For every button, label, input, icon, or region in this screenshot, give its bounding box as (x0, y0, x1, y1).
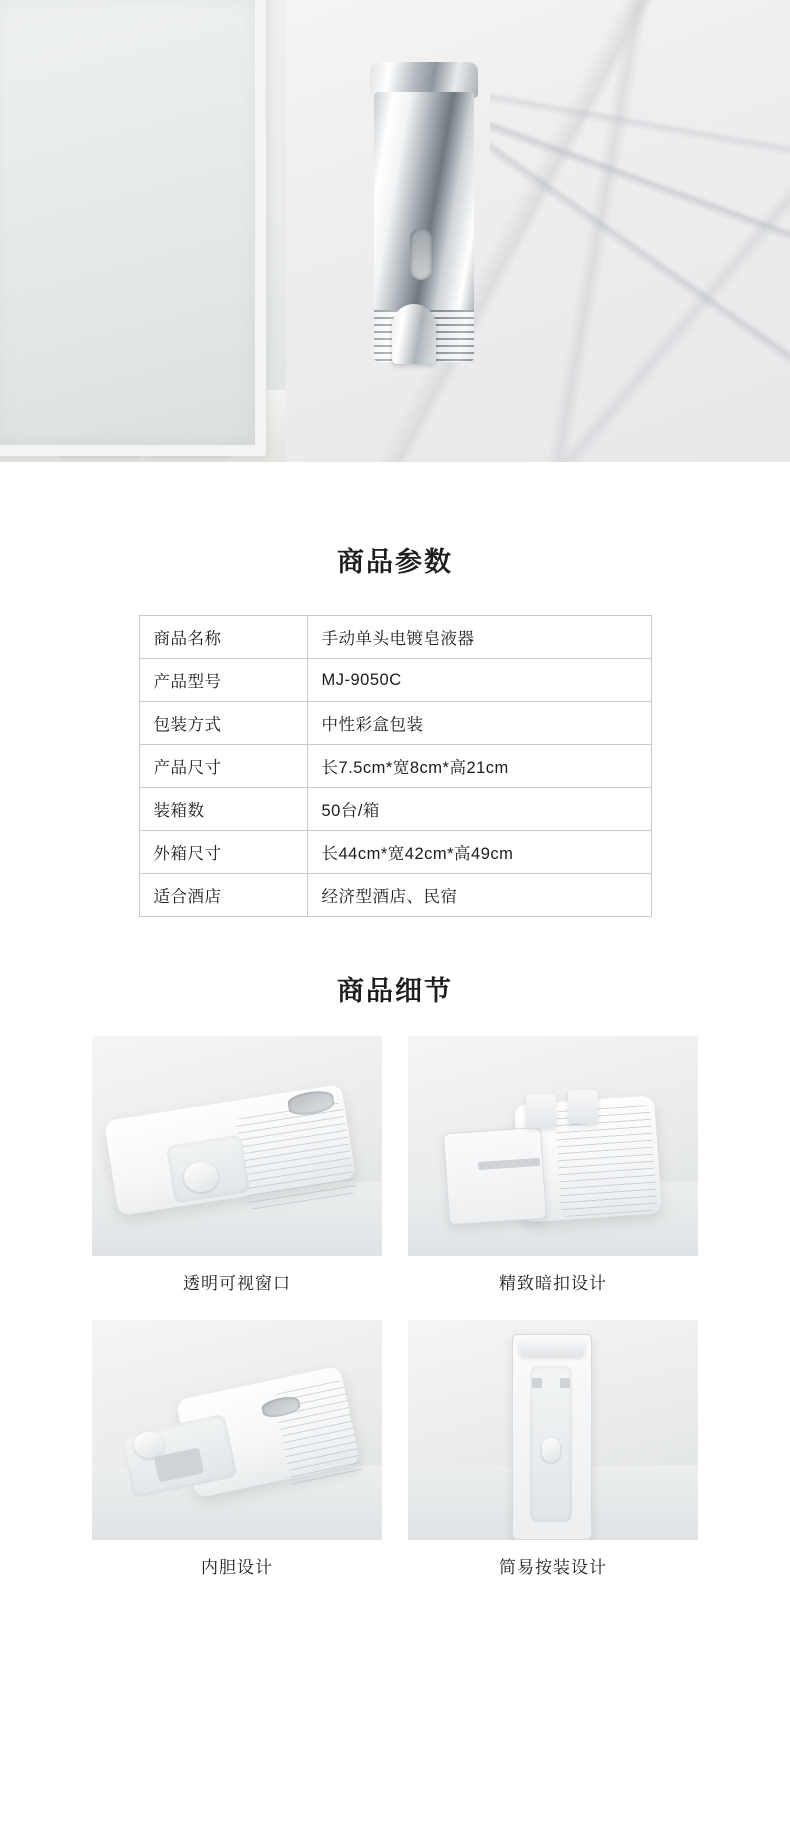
detail-caption: 透明可视窗口 (183, 1274, 291, 1293)
spec-value: 长7.5cm*宽8cm*高21cm (307, 745, 651, 788)
detail-caption: 简易按装设计 (499, 1558, 607, 1577)
detail-photo-buckle (408, 1036, 698, 1256)
detail-item (408, 1320, 698, 1596)
table-row (139, 874, 651, 917)
pump-knob (134, 1432, 164, 1458)
detail-item (92, 1036, 382, 1312)
spec-key: 适合酒店 (139, 874, 307, 917)
detail-photo-mounting (408, 1320, 698, 1540)
spec-section-title: 商品参数 (337, 547, 453, 577)
table-row (139, 788, 651, 831)
spec-value: 中性彩盒包装 (307, 702, 651, 745)
spec-value: 手动单头电镀皂液器 (307, 616, 651, 659)
detail-section-title: 商品细节 (337, 976, 453, 1006)
table-row (139, 702, 651, 745)
spec-value: 经济型酒店、民宿 (307, 874, 651, 917)
back-mounting-plate (443, 1127, 547, 1226)
marble-vein-texture (490, 0, 790, 462)
detail-photo-inner-tank (92, 1320, 382, 1540)
detail-section (0, 917, 790, 1596)
detail-caption: 内胆设计 (201, 1558, 273, 1577)
dispenser-ribs (235, 1102, 356, 1210)
hero-product-photo (0, 0, 790, 462)
detail-caption: 精致暗扣设计 (499, 1274, 607, 1293)
spec-section (0, 462, 790, 917)
spec-value: 50台/箱 (307, 788, 651, 831)
spec-table (139, 615, 652, 917)
table-row (139, 745, 651, 788)
table-row (139, 616, 651, 659)
chrome-soap-dispenser (370, 62, 478, 374)
spec-value: 长44cm*宽42cm*高49cm (307, 831, 651, 874)
screw-hole (560, 1378, 570, 1388)
buckle-clip (526, 1094, 556, 1128)
table-row (139, 659, 651, 702)
spec-key: 包装方式 (139, 702, 307, 745)
pump-knob (184, 1162, 218, 1192)
window-scene (0, 0, 286, 462)
dispenser-view-window (410, 228, 432, 280)
spec-key: 装箱数 (139, 788, 307, 831)
detail-item (408, 1036, 698, 1312)
dispenser-body (374, 92, 474, 336)
plate-top-tab (520, 1340, 584, 1356)
mirror-frame (0, 0, 266, 456)
center-button (542, 1438, 560, 1462)
detail-photo-window (92, 1036, 382, 1256)
table-row (139, 831, 651, 874)
spec-key: 产品型号 (139, 659, 307, 702)
spec-key: 外箱尺寸 (139, 831, 307, 874)
buckle-clip (568, 1090, 598, 1124)
spec-value: MJ-9050C (307, 659, 651, 702)
spec-key: 商品名称 (139, 616, 307, 659)
detail-item (92, 1320, 382, 1596)
dispenser-push-button (392, 304, 436, 364)
spec-key: 产品尺寸 (139, 745, 307, 788)
detail-image-grid (92, 1036, 698, 1596)
screw-hole (532, 1378, 542, 1388)
